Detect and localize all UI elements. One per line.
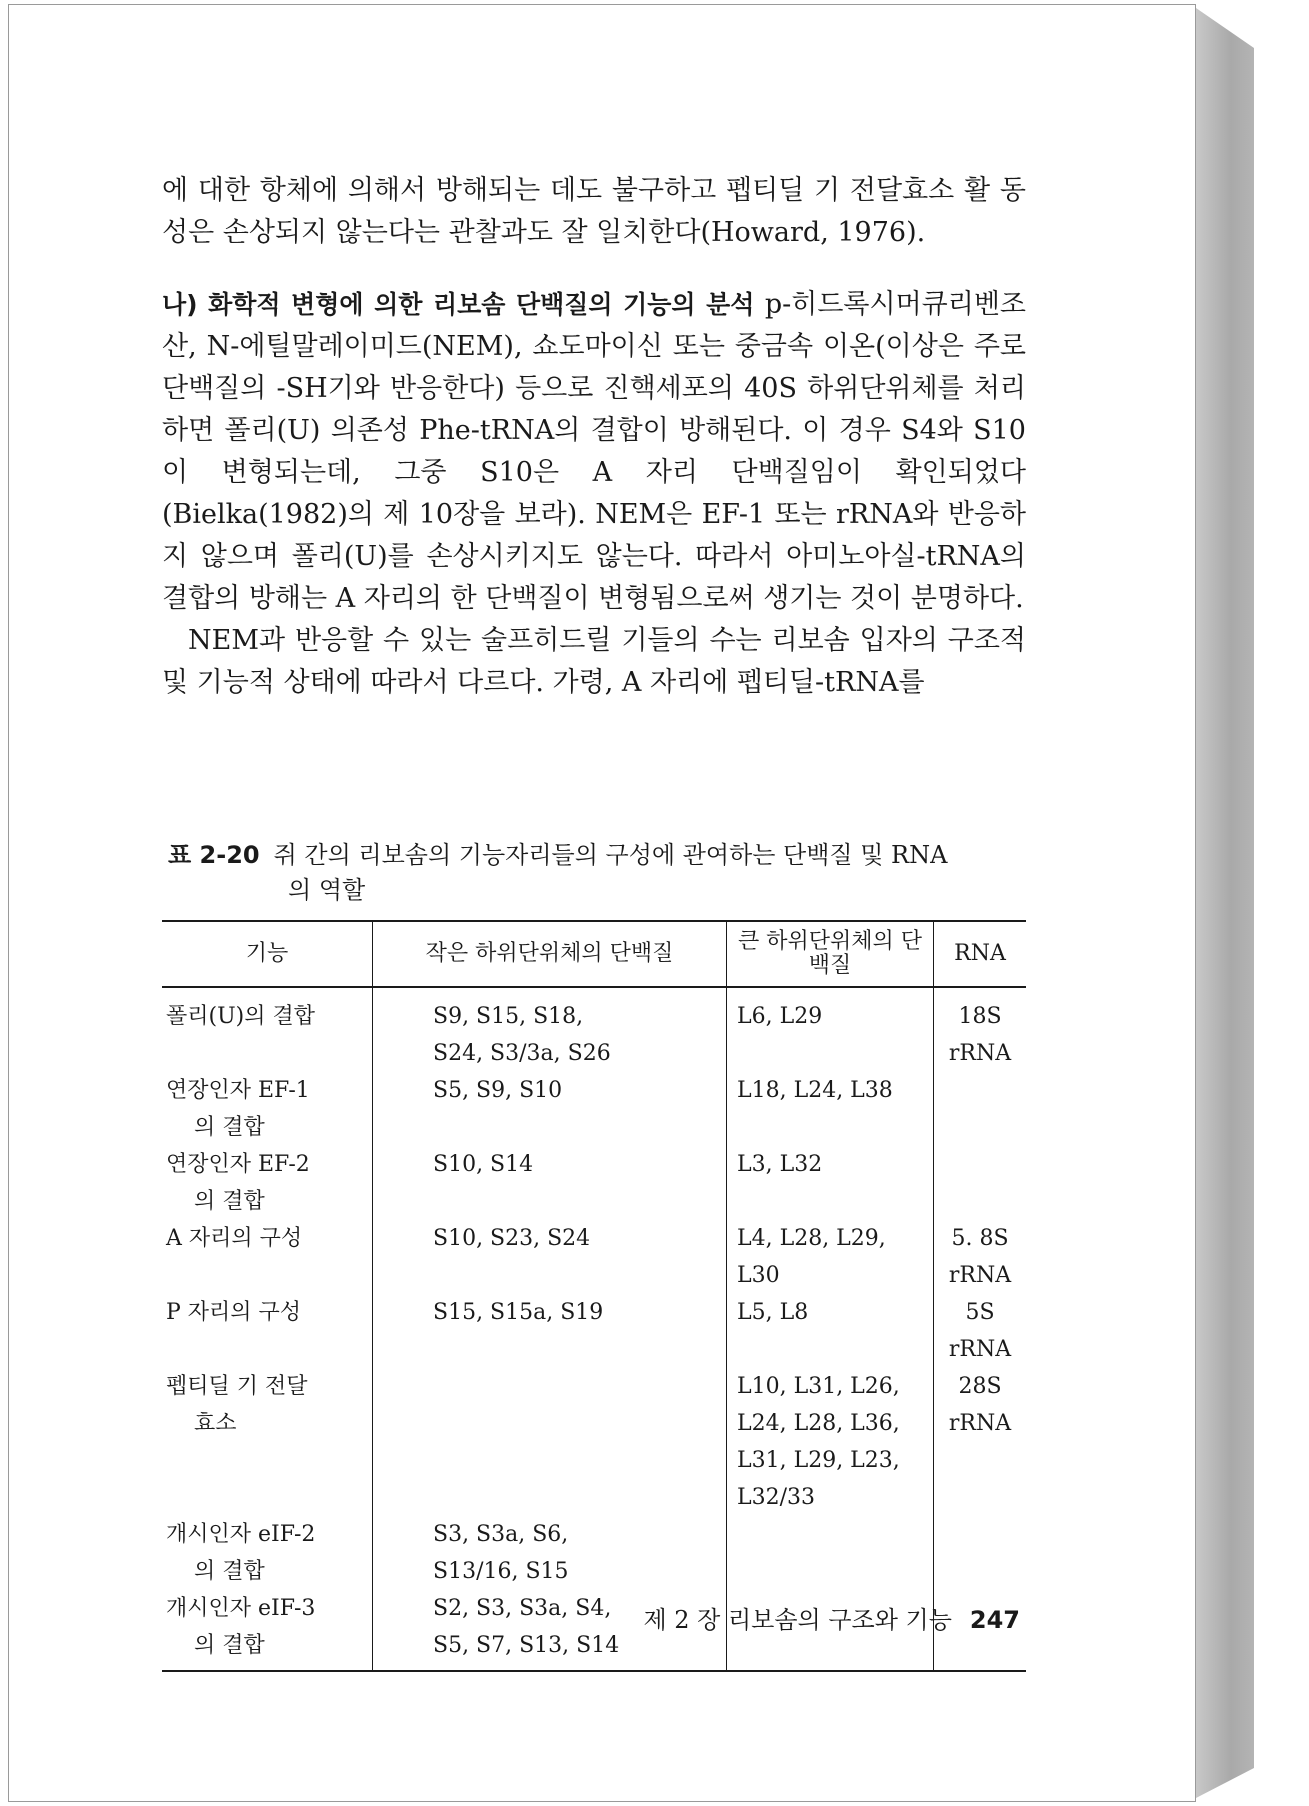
cell-small-subunit (373, 987, 727, 1072)
cell-function-line: 효소 (194, 1411, 237, 1436)
paragraph-1 (162, 170, 1026, 254)
cell-small-subunit-line: S10, S23, S24 (433, 1226, 591, 1251)
table-body (162, 987, 1026, 1671)
cell-small-subunit-line: S15, S15a, S19 (433, 1300, 604, 1325)
cell-function-line: 의 결합 (194, 1189, 265, 1214)
chapter-title: 제 2 장 리보솜의 구조와 기능 (643, 1606, 952, 1634)
cell-function (162, 1368, 373, 1516)
cell-rna-line: 18S rRNA (948, 1004, 1012, 1066)
ribosome-function-table (162, 920, 1026, 1672)
cell-large-subunit (727, 1220, 934, 1294)
cell-function-line: 개시인자 eIF-3 (166, 1596, 316, 1621)
table-caption-text-2: 의 역할 (288, 876, 366, 904)
cell-function-line: 펩티딜 기 전달 (166, 1374, 308, 1399)
cell-function-line: 의 결합 (194, 1115, 265, 1140)
cell-function-line: P 자리의 구성 (166, 1300, 302, 1325)
cell-function-line: 의 결합 (194, 1559, 265, 1584)
cell-small-subunit-line: S9, S15, S18, (433, 1004, 584, 1029)
header-function: 기능 (162, 921, 373, 987)
table-header-row (162, 921, 1026, 987)
cell-small-subunit (373, 1146, 727, 1220)
cell-large-subunit-line: L10, L31, L26, (737, 1374, 900, 1399)
table-number: 표 2-20 (168, 841, 260, 869)
cell-rna (934, 1368, 1027, 1516)
body-text (162, 170, 1026, 704)
cell-function (162, 1072, 373, 1146)
cell-small-subunit-line: S13/16, S15 (433, 1559, 569, 1584)
cell-rna (934, 1220, 1027, 1294)
cell-small-subunit (373, 1368, 727, 1516)
cell-function-line: 폴리(U)의 결합 (166, 1004, 315, 1029)
table-row (162, 1146, 1026, 1220)
cell-rna (934, 1516, 1027, 1590)
book-spine (1196, 8, 1254, 1798)
cell-function-line: A 자리의 구성 (166, 1226, 303, 1251)
cell-rna-line: 5S rRNA (948, 1300, 1012, 1362)
cell-small-subunit-line: S3, S3a, S6, (433, 1522, 569, 1547)
cell-rna (934, 1072, 1027, 1146)
cell-function (162, 1220, 373, 1294)
paragraph-1-line-1: 에 대한 항체에 의해서 방해되는 데도 불구하고 펩티딜 기 전달효소 활 (162, 175, 991, 206)
table-row (162, 1220, 1026, 1294)
cell-small-subunit (373, 1516, 727, 1590)
paragraph-1-line-2: 동성은 손상되지 않는다는 관찰과도 잘 일치한다(Howard, 1976). (162, 175, 1026, 248)
table-row (162, 1072, 1026, 1146)
cell-small-subunit-line: S2, S3, S3a, S4, (433, 1596, 612, 1621)
cell-large-subunit (727, 1072, 934, 1146)
cell-large-subunit-line: L5, L8 (737, 1300, 809, 1325)
table-row (162, 1368, 1026, 1516)
paragraph-2-body: p-히드록시머큐리벤조산, N-에틸말레이미드(NEM), 쇼도마이신 또는 중금속 이온(이상은 주로 단백질의 -SH기와 반응한다) 등으로 진핵세포의 40S 하위단위체를 처리하면 폴리(U) 의존성 Phe-tRNA의 결합이 방해된다. 이 경우 S4와 S10이 변형되는데, 그중 S10은 A 자리 단백질임이 확인되었다 (Bielka(1982)의 제 10장을 보라). NEM은 EF-1 또는 rRNA와 반응하지 않으며 폴리(U)를 손상시키지도 않는다. 따라서 아미노아실-tRNA의 결합의 방해는 A 자리의 한 단백질이 변형됨으로써 생기는 것이 분명하다. (162, 289, 1026, 614)
cell-large-subunit-line: L31, L29, L23, (737, 1448, 900, 1473)
cell-rna-line: 5. 8S rRNA (948, 1226, 1012, 1288)
section-heading: 나) 화학적 변형에 의한 리보솜 단백질의 기능의 분석 (162, 290, 755, 319)
cell-large-subunit (727, 1516, 934, 1590)
table-row (162, 987, 1026, 1072)
cell-small-subunit (373, 1294, 727, 1368)
cell-large-subunit-line: L6, L29 (737, 1004, 823, 1029)
cell-small-subunit-line: S5, S7, S13, S14 (433, 1633, 620, 1658)
cell-function (162, 987, 373, 1072)
cell-large-subunit-line: L3, L32 (737, 1152, 823, 1177)
cell-large-subunit (727, 1146, 934, 1220)
cell-function (162, 1146, 373, 1220)
page-number: 247 (969, 1606, 1020, 1634)
cell-large-subunit (727, 1368, 934, 1516)
paragraph-3: NEM과 반응할 수 있는 술프히드릴 기들의 수는 리보솜 입자의 구조적 및 기능적 상태에 따라서 다르다. 가령, A 자리에 펩티딜-tRNA를 (162, 625, 1026, 698)
cell-large-subunit-line: L4, L28, L29, L30 (737, 1226, 886, 1288)
header-small-subunit: 작은 하위단위체의 단백질 (373, 921, 727, 987)
cell-function-line: 연장인자 EF-1 (166, 1078, 310, 1103)
cell-small-subunit-line: S5, S9, S10 (433, 1078, 563, 1103)
cell-function-line: 의 결합 (194, 1633, 265, 1658)
cell-small-subunit (373, 1220, 727, 1294)
cell-function (162, 1590, 373, 1671)
table-row (162, 1516, 1026, 1590)
cell-large-subunit-line: L32/33 (737, 1485, 816, 1510)
cell-function-line: 개시인자 eIF-2 (166, 1522, 316, 1547)
cell-large-subunit (727, 987, 934, 1072)
cell-small-subunit (373, 1072, 727, 1146)
cell-large-subunit-line: L18, L24, L38 (737, 1078, 893, 1103)
cell-rna-line: 28S rRNA (948, 1374, 1012, 1436)
page-footer (620, 1600, 1020, 1635)
header-large-subunit: 큰 하위단위체의 단백질 (727, 921, 934, 987)
cell-rna (934, 987, 1027, 1072)
table-caption-text-1: 쥐 간의 리보솜의 기능자리들의 구성에 관여하는 단백질 및 RNA (273, 841, 948, 869)
cell-large-subunit (727, 1294, 934, 1368)
table-caption (168, 838, 1028, 908)
cell-small-subunit-line: S24, S3/3a, S26 (433, 1041, 611, 1066)
cell-function (162, 1516, 373, 1590)
paragraph-2 (162, 284, 1026, 620)
cell-function (162, 1294, 373, 1368)
cell-rna (934, 1294, 1027, 1368)
header-rna: RNA (934, 921, 1027, 987)
table-row (162, 1294, 1026, 1368)
cell-small-subunit-line: S10, S14 (433, 1152, 534, 1177)
cell-large-subunit-line: L24, L28, L36, (737, 1411, 900, 1436)
cell-function-line: 연장인자 EF-2 (166, 1152, 310, 1177)
cell-rna (934, 1146, 1027, 1220)
